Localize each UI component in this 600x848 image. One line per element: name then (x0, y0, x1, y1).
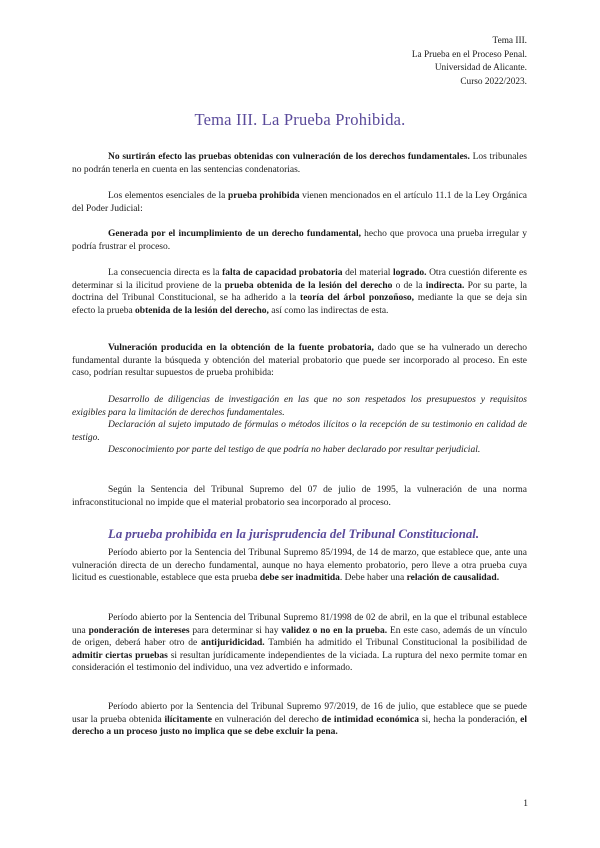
body-text: en vulneración del derecho (211, 714, 322, 725)
paragraph-5 (72, 342, 527, 380)
paragraph-2 (72, 190, 527, 215)
paragraph-1 (72, 151, 527, 176)
paragraph-9 (72, 701, 527, 739)
example-item: Declaración al sujeto imputado de fórmulas o métodos ilícitos o la recepción de su testimonio en calidad de testigo. (72, 420, 527, 443)
bold-text: No surtirán efecto las pruebas obtenidas con vulneración de los derechos fundamentales. (108, 152, 470, 162)
bold-text: teoría del árbol ponzoñoso, (300, 293, 415, 304)
bold-text: logrado. (392, 268, 427, 278)
example-item: Desarrollo de diligencias de investigación en las que no son respetados los presupuestos y requisitos exigibles para la limitación de derechos fundamentales. (72, 395, 527, 418)
paragraph-4 (72, 267, 527, 317)
bold-text: falta de capacidad probatoria (222, 268, 343, 278)
body-text: hecho que provoca una prueba irregular y podría frustrar el proceso. (72, 229, 528, 252)
body-text: La consecuencia directa es la (108, 268, 223, 278)
bold-text: indirecta. (425, 280, 465, 291)
document-header (412, 35, 527, 89)
bold-text: prueba obtenida de la lesión del derecho (224, 280, 393, 291)
body-text: Los elementos esenciales de la (108, 191, 228, 201)
paragraph-6 (72, 484, 527, 509)
header-line: Tema III. (492, 36, 527, 46)
bold-text: debe ser inadmitida (259, 573, 340, 584)
body-text: Período abierto por la Sentencia del Tribunal Supremo 81/1998 de 02 de abril, en la que el tribunal establece una (72, 613, 527, 636)
body-text: o de la (392, 280, 426, 291)
body-text: dado que se ha vulnerado un derecho fundamental durante la búsqueda y obtención del material probatorio que puede ser incorporado al proceso. En este caso, podrían resultar supuestos de prueba prohibida: (72, 343, 527, 379)
body-text: En este caso, además de un vínculo de origen, deberá haber otro de (72, 625, 528, 649)
paragraph-8 (72, 612, 527, 675)
body-text: si, hecha la ponderación, (419, 714, 521, 725)
bold-text: Vulneración producida en la obtención de la fuente probatoria, (108, 343, 374, 353)
page-number: 1 (523, 799, 528, 809)
body-text: También ha admitido el Tribunal Constitucional la posibilidad de (264, 638, 527, 649)
bold-text: ilícitamente (164, 714, 212, 725)
bold-text: el derecho a un proceso justo no implica que se debe excluir la pena. (72, 714, 527, 738)
bold-text: obtenida de la lesión del derecho, (135, 305, 269, 316)
paragraph-3 (72, 228, 527, 253)
body-text: Los tribunales no podrán tenerla en cuenta en las sentencias condenatorias. (72, 152, 527, 175)
paragraph-7 (72, 547, 527, 585)
example-item: Desconocimiento por parte del testigo de que podría no haber declarado por resultar perjudicial. (108, 445, 481, 456)
body-text: Otra cuestión diferente es determinar si la ilicitud proviene de la (72, 268, 527, 291)
body-text: Por su parte, la doctrina del Tribunal Constitucional, se ha adherido a la (72, 280, 527, 304)
bold-text: antijuridicidad. (201, 638, 265, 649)
examples-list (72, 394, 527, 457)
body-text: mediante la que se deja sin efecto la prueba (72, 293, 528, 316)
body-text: así como las indirectas de esta. (268, 305, 389, 316)
body-text: . Debe haber una (339, 573, 407, 584)
bold-text: validez o no en la prueba. (281, 625, 388, 636)
body-text: del material (342, 268, 393, 278)
bold-text: Generada por el incumplimiento de un derecho fundamental, (108, 229, 362, 239)
bold-text: de intimidad económica (321, 714, 420, 725)
section-subtitle: La prueba prohibida en la jurisprudencia del Tribunal Constitucional. (108, 527, 480, 541)
body-text: Período abierto por la Sentencia del Tribunal Supremo 97/2019, de 16 de julio, que establece que se puede usar la prueba obtenida (72, 702, 527, 725)
bold-text: admitir ciertas pruebas (72, 650, 168, 661)
body-text: vienen mencionados en el artículo 11.1 de la Ley Orgánica del Poder Judicial: (72, 191, 528, 214)
body-text: Período abierto por la Sentencia del Tribunal Supremo 85/1994, de 14 de marzo, que establece que, ante una vulneración directa de un derecho fundamental, aunque no haya elemento probatorio, pero lleve a otra prueba cuya licitud es cuestionable, establece que esta prueba (72, 548, 527, 584)
page-title: Tema III. La Prueba Prohibida. (194, 110, 406, 129)
body-text: si resultan jurídicamente independientes de la viciada. La ruptura del nexo permite tomar en consideración el testimonio del individuo, una vez advertido e informado. (72, 650, 527, 674)
body-text: Según la Sentencia del Tribunal Supremo del 07 de julio de 1995, la vulneración de una norma infraconstitucional no impide que el material probatorio sea incorporado al proceso. (72, 485, 527, 508)
bold-text: relación de causalidad. (406, 573, 500, 584)
bold-text: ponderación de intereses (88, 625, 190, 636)
header-line: Curso 2022/2023. (460, 76, 527, 87)
bold-text: prueba prohibida (227, 191, 300, 201)
header-line: Universidad de Alicante. (434, 63, 527, 74)
header-line: La Prueba en el Proceso Penal. (411, 49, 527, 60)
body-text: para determinar si hay (189, 625, 282, 636)
